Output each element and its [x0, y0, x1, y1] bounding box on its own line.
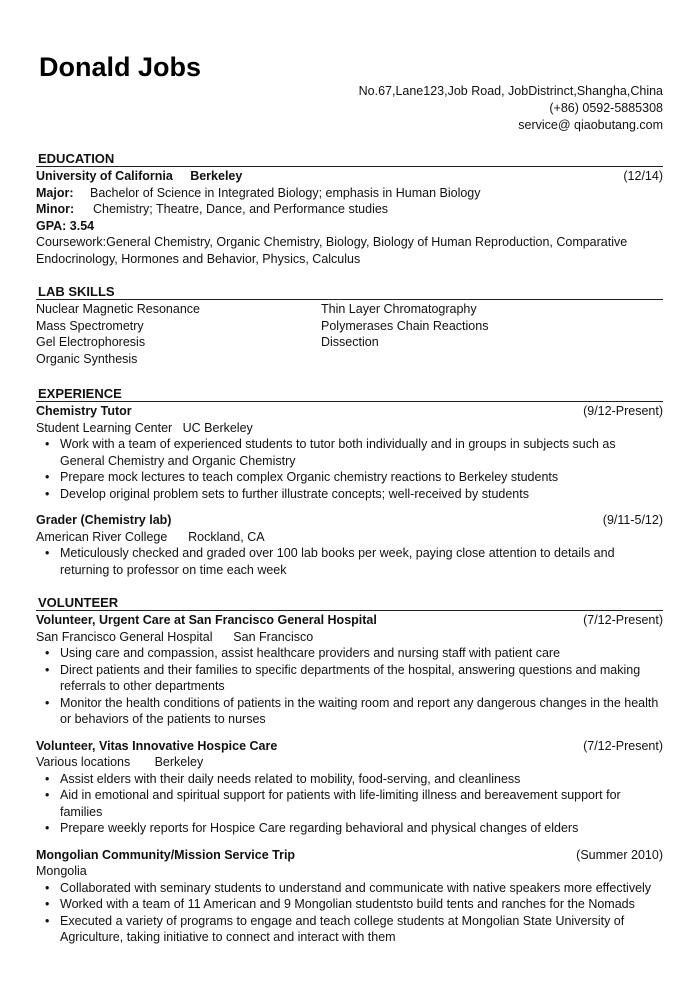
skill-item: Thin Layer Chromatography — [321, 302, 477, 316]
job-date: (9/11-5/12) — [602, 513, 663, 527]
lab-skills-section — [36, 284, 663, 367]
job-role: Grader (Chemistry lab) — [36, 513, 172, 527]
phone: (+86) 0592-5885308 — [549, 101, 663, 115]
education-section — [36, 151, 663, 267]
volunteer-date: (7/12-Present) — [583, 613, 663, 627]
address: No.67,Lane123,Job Road, JobDistrinct,Shangha,China — [358, 84, 663, 98]
coursework: Coursework:General Chemistry, Organic Chemistry, Biology, Biology of Human Reproduction, Comparative Endocrinology, Hormones and Behavior, Physics, Calculus — [36, 235, 628, 266]
skill-item: Mass Spectrometry — [36, 318, 144, 333]
bullet-item: • Worked with a team of 11 American and 9 Mongolian studentsto build tents and ranches for the Nomads — [60, 896, 663, 913]
bullet-item: • Meticulously checked and graded over 100 lab books per week, paying close attention to details and returning to professor on time each week — [60, 545, 663, 578]
bullet-item: • Executed a variety of programs to engage and teach college students at Mongolian State University of Agriculture, taking initiative to connect and interact with them — [60, 913, 663, 946]
experience-entry — [36, 512, 663, 578]
school-name: University of California Berkeley — [36, 169, 243, 183]
bullet-item: • Work with a team of experienced students to tutor both individually and in groups in subjects such as General Chemistry and Organic Chemistry — [60, 436, 663, 469]
bullet-item: • Prepare mock lectures to teach complex Organic chemistry reactions to Berkeley students — [60, 469, 663, 486]
major-line — [36, 185, 663, 202]
skills-right-column — [321, 301, 663, 367]
job-org: Student Learning Center UC Berkeley — [36, 420, 253, 435]
bullet-item: • Using care and compassion, assist healthcare providers and nursing staff with patient care — [60, 645, 663, 662]
volunteer-role: Volunteer, Urgent Care at San Francisco General Hospital — [36, 613, 377, 627]
volunteer-org: Various locations Berkeley — [36, 755, 204, 769]
volunteer-bullets — [36, 880, 663, 946]
minor-label: Minor: — [36, 202, 75, 216]
volunteer-entry — [36, 847, 663, 946]
education-date: (12/14) — [623, 169, 663, 183]
skill-item: Polymerases Chain Reactions — [321, 318, 489, 333]
skill-item: Organic Synthesis — [36, 351, 138, 366]
section-title: EDUCATION — [36, 151, 663, 167]
job-date: (9/12-Present) — [583, 404, 663, 418]
skill-item: Dissection — [321, 335, 379, 349]
experience-entry — [36, 403, 663, 502]
skills-grid — [36, 301, 663, 367]
job-bullets — [36, 545, 663, 578]
minor-value: Chemistry; Theatre, Dance, and Performance studies — [93, 202, 389, 216]
education-header — [36, 168, 663, 185]
volunteer-bullets — [36, 645, 663, 728]
volunteer-entry — [36, 738, 663, 837]
experience-section — [36, 386, 663, 578]
volunteer-org: Mongolia — [36, 864, 87, 878]
volunteer-bullets — [36, 771, 663, 837]
gpa: GPA: 3.54 — [36, 218, 95, 233]
bullet-item: • Aid in emotional and spiritual support for patients with life-limiting illness and bereavement support for families — [60, 787, 663, 820]
volunteer-entry — [36, 612, 663, 728]
candidate-name: Donald Jobs — [39, 52, 202, 82]
job-org: American River College Rockland, CA — [36, 529, 265, 544]
volunteer-org: San Francisco General Hospital San Francisco — [36, 629, 314, 644]
email: service@ qiaobutang.com — [518, 118, 663, 132]
skill-item: Nuclear Magnetic Resonance — [36, 302, 200, 316]
section-title: LAB SKILLS — [36, 284, 663, 300]
bullet-item: • Develop original problem sets to further illustrate concepts; well-received by students — [60, 486, 663, 503]
volunteer-section — [36, 595, 663, 946]
bullet-item: • Prepare weekly reports for Hospice Care regarding behavioral and physical changes of elders — [60, 820, 663, 837]
contact-block — [359, 83, 663, 134]
bullet-item: • Collaborated with seminary students to understand and communicate with native speakers more effectively — [60, 880, 663, 897]
bullet-item: • Direct patients and their families to specific departments of the hospital, answering questions and making referrals to other departments — [60, 662, 663, 695]
section-title: EXPERIENCE — [36, 386, 663, 402]
major-label: Major: — [36, 185, 74, 200]
volunteer-role: Volunteer, Vitas Innovative Hospice Care — [36, 738, 278, 753]
skills-left-column — [36, 301, 321, 367]
job-bullets — [36, 436, 663, 502]
skill-item: Gel Electrophoresis — [36, 335, 146, 349]
volunteer-date: (7/12-Present) — [583, 738, 663, 753]
section-title: VOLUNTEER — [36, 595, 663, 611]
job-role: Chemistry Tutor — [36, 404, 132, 418]
minor-line — [36, 201, 663, 218]
volunteer-role: Mongolian Community/Mission Service Trip — [36, 847, 296, 862]
bullet-item: • Monitor the health conditions of patients in the waiting room and report any dangerous changes in the health or behaviors of the patients to nurses — [60, 695, 663, 728]
major-value: Bachelor of Science in Integrated Biology; emphasis in Human Biology — [90, 185, 481, 200]
bullet-item: • Assist elders with their daily needs related to mobility, food-serving, and cleanliness — [60, 771, 663, 788]
volunteer-date: (Summer 2010) — [576, 847, 663, 862]
